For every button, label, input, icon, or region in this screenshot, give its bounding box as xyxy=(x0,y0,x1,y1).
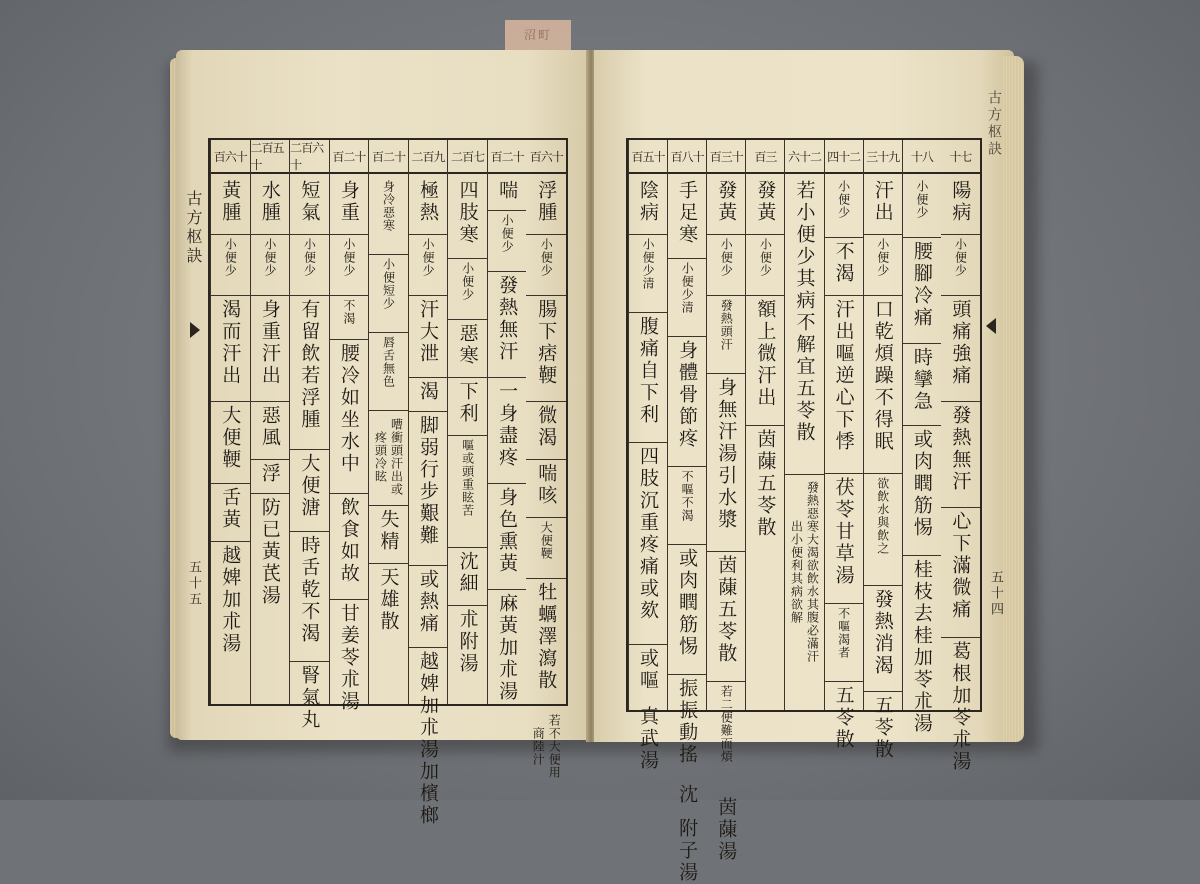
cell-divider xyxy=(825,295,863,296)
annotation-text: 發熱惡寒大渴欲飲水其腹必滿汗出小便利其病欲解 xyxy=(789,480,820,663)
table-column xyxy=(526,140,566,779)
cell-divider xyxy=(330,234,369,235)
cell-divider xyxy=(409,377,448,378)
entry-text: 時舌乾不渴 xyxy=(298,535,321,645)
annotation-text: 小便少 xyxy=(875,238,890,277)
cell-divider xyxy=(941,295,980,296)
entry-text: 越婢加朮湯 xyxy=(219,545,242,655)
entry-text: 防已黃芪湯 xyxy=(258,497,281,607)
entry-text: 振振動搖 xyxy=(676,678,699,766)
column-number: 四十二 xyxy=(825,140,863,174)
cell-divider xyxy=(668,258,706,259)
entry-text: 口乾煩躁不得眠 xyxy=(871,299,894,453)
cell-divider xyxy=(290,234,329,235)
left-folio: 五十五 xyxy=(186,560,201,608)
annotation-text: 若二便難而煩 xyxy=(719,685,734,763)
cell-divider xyxy=(211,541,250,542)
cell-divider xyxy=(369,505,408,506)
cell-divider xyxy=(668,336,706,337)
library-tag: 沼町 xyxy=(505,20,571,50)
cell-divider xyxy=(369,254,408,255)
entry-text: 真武湯 xyxy=(637,706,660,772)
table-column xyxy=(628,140,667,772)
entry-text: 短氣 xyxy=(298,180,321,224)
entry-text: 陰病 xyxy=(637,180,660,224)
cell-divider xyxy=(448,319,487,320)
cell-divider xyxy=(825,237,863,238)
annotation-text: 唇舌無色 xyxy=(381,336,396,388)
annotation-text: 小便少清 xyxy=(641,238,656,290)
cell-divider xyxy=(629,312,667,313)
entry-text: 身重 xyxy=(337,180,360,224)
table-column xyxy=(329,140,369,713)
entry-text: 惡寒 xyxy=(456,323,479,367)
cell-divider xyxy=(668,466,706,467)
annotation-text: 不嘔不渴 xyxy=(680,470,695,522)
cell-divider xyxy=(941,637,980,638)
cell-divider xyxy=(707,234,745,235)
right-page-table xyxy=(626,138,982,884)
annotation-text: 小便少清 xyxy=(680,262,695,314)
entry-text: 水腫 xyxy=(258,180,281,224)
cell-divider xyxy=(903,555,941,556)
cell-divider xyxy=(409,565,448,566)
entry-text: 腹痛自下利 xyxy=(637,316,660,426)
entry-text: 發熱消渴 xyxy=(871,589,894,677)
cell-divider xyxy=(864,585,902,586)
entry-text: 腎氣丸 xyxy=(298,665,321,731)
cell-divider xyxy=(251,493,290,494)
entry-text: 發熱無汗 xyxy=(949,405,972,493)
cell-divider xyxy=(330,493,369,494)
entry-text: 或肉瞤筋惕 xyxy=(910,429,933,539)
column-number: 百三十 xyxy=(707,140,745,174)
entry-text: 茯苓甘草湯 xyxy=(832,477,855,587)
entry-text: 葛根加苓朮湯 xyxy=(949,641,972,773)
cell-divider xyxy=(746,425,784,426)
entry-text: 沈細 xyxy=(456,551,479,595)
annotation-text: 若不大便用商陸汁 xyxy=(531,713,562,779)
table-column xyxy=(408,140,448,827)
table-column xyxy=(706,140,745,863)
entry-text: 或肉瞤筋惕 xyxy=(676,548,699,658)
right-fold-mark xyxy=(986,318,996,334)
table-column xyxy=(902,140,941,735)
entry-text: 五苓散 xyxy=(871,695,894,761)
entry-text: 沈 xyxy=(676,784,699,806)
annotation-text: 小便少 xyxy=(758,238,773,277)
cell-divider xyxy=(707,373,745,374)
entry-text: 手足寒 xyxy=(676,180,699,246)
entry-text: 茵蔯五苓散 xyxy=(754,429,777,539)
annotation-text: 身冷惡寒 xyxy=(381,180,396,232)
column-number: 二百六十 xyxy=(290,140,329,174)
entry-text: 身色熏黃 xyxy=(496,487,519,575)
cell-divider xyxy=(864,295,902,296)
column-number: 百八十 xyxy=(668,140,706,174)
cell-divider xyxy=(251,459,290,460)
cell-divider xyxy=(629,442,667,443)
cell-divider xyxy=(825,603,863,604)
table-column xyxy=(250,140,290,704)
column-number: 二百五十 xyxy=(251,140,290,174)
entry-text: 發黃 xyxy=(754,180,777,224)
cell-divider xyxy=(488,271,527,272)
entry-text: 若小便少其病不解宜五苓散 xyxy=(793,180,816,444)
annotation-text: 嘔或頭重眩苦 xyxy=(460,439,475,517)
annotation-text: 大便鞕 xyxy=(539,521,554,560)
table-column xyxy=(289,140,329,731)
entry-text: 桂枝去桂加苓朮湯 xyxy=(910,559,933,735)
cell-divider xyxy=(211,295,250,296)
cell-divider xyxy=(211,401,250,402)
cell-divider xyxy=(668,674,706,675)
cell-divider xyxy=(488,589,527,590)
cell-divider xyxy=(409,295,448,296)
entry-text: 腸下痞鞕 xyxy=(535,299,558,387)
entry-text: 心下滿微痛 xyxy=(949,511,972,621)
table-column xyxy=(368,140,408,704)
cell-divider xyxy=(526,459,566,460)
table-column xyxy=(824,140,863,751)
entry-text: 汗出 xyxy=(871,180,894,224)
entry-text: 頭痛強痛 xyxy=(949,299,972,387)
entry-text: 脚弱行步艱難 xyxy=(417,415,440,547)
column-number: 三十九 xyxy=(864,140,902,174)
entry-text: 極熱 xyxy=(417,180,440,224)
cell-divider xyxy=(448,435,487,436)
annotation-text: 不嘔渴者 xyxy=(836,607,851,659)
cell-divider xyxy=(211,234,250,235)
annotation-text: 欲飲水與飲之 xyxy=(875,477,890,555)
cell-divider xyxy=(903,425,941,426)
left-page-table xyxy=(208,138,568,827)
column-number: 十七 xyxy=(941,140,980,174)
entry-text: 越婢加朮湯加檳榔 xyxy=(417,651,440,827)
entry-text: 天雄散 xyxy=(377,567,400,633)
entry-text: 飲食如故 xyxy=(337,497,360,585)
entry-text: 惡風 xyxy=(258,405,281,449)
entry-text: 麻黃加朮湯 xyxy=(496,593,519,703)
cell-divider xyxy=(369,563,408,564)
cell-divider xyxy=(448,547,487,548)
annotation-text: 小便少 xyxy=(341,238,356,277)
entry-text: 牡蠣澤瀉散 xyxy=(535,582,558,692)
annotation-text: 小便少 xyxy=(460,262,475,301)
cell-divider xyxy=(707,295,745,296)
entry-text: 發黃 xyxy=(715,180,738,224)
cell-divider xyxy=(290,295,329,296)
cell-divider xyxy=(251,234,290,235)
annotation-text: 小便少 xyxy=(302,238,317,277)
entry-text: 朮附湯 xyxy=(456,609,479,675)
entry-text: 浮腫 xyxy=(535,180,558,224)
entry-text: 微渴 xyxy=(535,405,558,449)
column-number: 百二十 xyxy=(330,140,369,174)
cell-divider xyxy=(746,295,784,296)
entry-text: 喘 xyxy=(496,180,519,202)
cell-divider xyxy=(707,551,745,552)
annotation-text: 不渴 xyxy=(341,299,356,325)
cell-divider xyxy=(330,339,369,340)
table-column xyxy=(745,140,784,710)
cell-divider xyxy=(448,377,487,378)
cell-divider xyxy=(941,234,980,235)
cell-divider xyxy=(864,473,902,474)
entry-text: 腰腳冷痛 xyxy=(910,241,933,329)
column-number: 百二十 xyxy=(488,140,527,174)
entry-text: 渴而汗出 xyxy=(219,299,242,387)
entry-text: 不渴 xyxy=(832,241,855,285)
column-number: 十八 xyxy=(903,140,941,174)
cell-divider xyxy=(629,234,667,235)
cell-divider xyxy=(211,483,250,484)
cell-divider xyxy=(941,507,980,508)
right-page-edges xyxy=(1002,56,1024,742)
cell-divider xyxy=(290,531,329,532)
cell-divider xyxy=(526,517,566,518)
annotation-text: 小便少 xyxy=(421,238,436,277)
cell-divider xyxy=(903,237,941,238)
entry-text: 汗大泄 xyxy=(417,299,440,365)
table-column xyxy=(447,140,487,704)
cell-divider xyxy=(488,210,527,211)
annotation-text: 小便少 xyxy=(262,238,277,277)
table-column xyxy=(667,140,706,884)
cell-divider xyxy=(668,544,706,545)
cell-divider xyxy=(448,605,487,606)
table-column xyxy=(863,140,902,761)
cell-divider xyxy=(251,295,290,296)
entry-text: 甘姜苓朮湯 xyxy=(337,603,360,713)
cell-divider xyxy=(825,681,863,682)
annotation-text: 小便少 xyxy=(914,180,929,219)
entry-text: 或嘔 xyxy=(637,648,660,692)
entry-text: 身無汗湯引水漿 xyxy=(715,377,738,531)
entry-text: 時攣急 xyxy=(910,347,933,413)
cell-divider xyxy=(526,295,566,296)
annotation-text: 小便少 xyxy=(539,238,554,277)
entry-text: 身重汗出 xyxy=(258,299,281,387)
cell-divider xyxy=(290,449,329,450)
left-side-title: 古方枢訣 xyxy=(184,190,203,266)
entry-text: 或熱痛 xyxy=(417,569,440,635)
column-number: 百二十 xyxy=(369,140,408,174)
entry-text: 陽病 xyxy=(949,180,972,224)
cell-divider xyxy=(369,332,408,333)
entry-text: 五苓散 xyxy=(832,685,855,751)
cell-divider xyxy=(488,483,527,484)
annotation-text: 發熱頭汗 xyxy=(719,299,734,351)
entry-text: 附子湯 xyxy=(676,818,699,884)
table-column xyxy=(784,140,823,710)
column-number: 百六十 xyxy=(211,140,250,174)
cell-divider xyxy=(330,599,369,600)
annotation-text: 小便短少 xyxy=(381,258,396,310)
column-number: 百三 xyxy=(746,140,784,174)
column-number: 二百九 xyxy=(409,140,448,174)
entry-text: 大便溏 xyxy=(298,453,321,519)
cell-divider xyxy=(629,644,667,645)
entry-text: 發熱無汗 xyxy=(496,275,519,363)
column-number: 二百七 xyxy=(448,140,487,174)
annotation-text: 小便少 xyxy=(836,180,851,219)
annotation-text: 小便少 xyxy=(223,238,238,277)
cell-divider xyxy=(707,681,745,682)
entry-text: 腰冷如坐水中 xyxy=(337,343,360,475)
annotation-text: 嘈衝頭汗出或疼頭冷眩 xyxy=(373,417,404,496)
cell-divider xyxy=(330,295,369,296)
entry-text: 喘咳 xyxy=(535,463,558,507)
cell-divider xyxy=(864,234,902,235)
cell-divider xyxy=(825,473,863,474)
column-number: 百五十 xyxy=(629,140,667,174)
entry-text: 浮 xyxy=(258,463,281,485)
entry-text: 一身盡疼 xyxy=(496,381,519,469)
entry-text: 四肢沉重疼痛或欬 xyxy=(637,446,660,622)
entry-text: 失精 xyxy=(377,509,400,553)
right-side-title: 古方枢訣 xyxy=(986,90,1002,158)
entry-text: 有留飲若浮腫 xyxy=(298,299,321,431)
entry-text: 大便鞕 xyxy=(219,405,242,471)
entry-text: 茵蔯五苓散 xyxy=(715,555,738,665)
cell-divider xyxy=(290,661,329,662)
cell-divider xyxy=(526,578,566,579)
right-folio: 五十四 xyxy=(988,570,1003,618)
column-number: 百六十 xyxy=(526,140,566,174)
table-column xyxy=(487,140,527,704)
table-column xyxy=(941,140,980,773)
cell-divider xyxy=(488,377,527,378)
cell-divider xyxy=(864,691,902,692)
cell-divider xyxy=(448,258,487,259)
annotation-text: 小便少 xyxy=(500,214,515,253)
entry-text: 四肢寒 xyxy=(456,180,479,246)
left-fold-mark xyxy=(190,322,200,338)
cell-divider xyxy=(369,410,408,411)
cell-divider xyxy=(526,401,566,402)
cell-divider xyxy=(409,411,448,412)
cell-divider xyxy=(251,401,290,402)
entry-text: 茵蔯湯 xyxy=(715,797,738,863)
entry-text: 汗出嘔逆心下悸 xyxy=(832,299,855,453)
cell-divider xyxy=(785,474,823,475)
cell-divider xyxy=(746,234,784,235)
entry-text: 渴 xyxy=(417,381,440,403)
cell-divider xyxy=(409,647,448,648)
entry-text: 黃腫 xyxy=(219,180,242,224)
cell-divider xyxy=(903,343,941,344)
entry-text: 下利 xyxy=(456,381,479,425)
cell-divider xyxy=(526,234,566,235)
table-column xyxy=(210,140,250,704)
column-number: 六十二 xyxy=(785,140,823,174)
entry-text: 舌黃 xyxy=(219,487,242,531)
cell-divider xyxy=(941,401,980,402)
annotation-text: 小便少 xyxy=(953,238,968,277)
entry-text: 身體骨節疼 xyxy=(676,340,699,450)
cell-divider xyxy=(409,234,448,235)
annotation-text: 小便少 xyxy=(719,238,734,277)
entry-text: 額上微汗出 xyxy=(754,299,777,409)
